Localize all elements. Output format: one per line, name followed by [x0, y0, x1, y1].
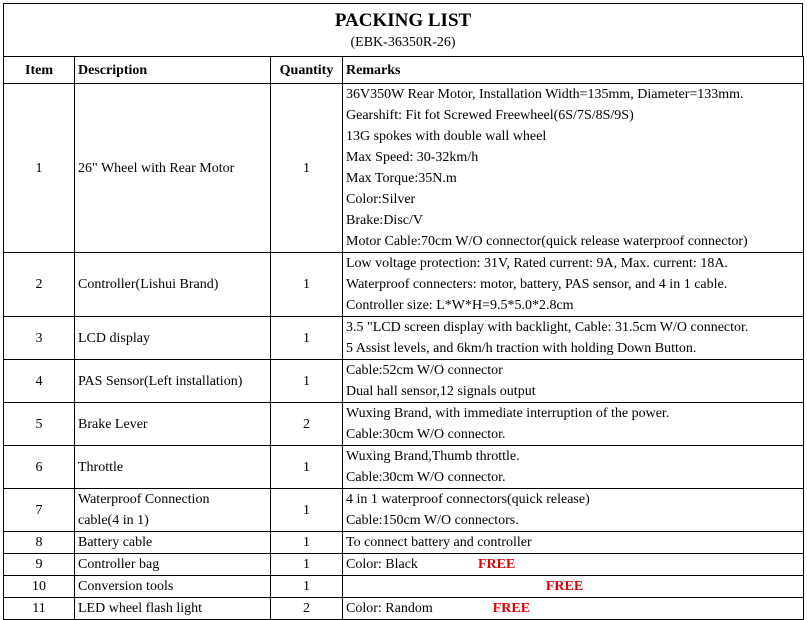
column-header-quantity: Quantity [271, 57, 343, 84]
item-remarks [343, 554, 804, 576]
item-number: 9 [4, 554, 75, 576]
item-description: LED wheel flash light [75, 598, 271, 620]
remark-line: Wuxing Brand, with immediate interruption of the power. [346, 406, 670, 421]
free-badge: FREE [492, 601, 531, 616]
remark-line: 3.5 "LCD screen display with backlight, Cable: 31.5cm W/O connector. [346, 320, 749, 335]
remark-line: To connect battery and controller [346, 535, 532, 550]
remark-line: 5 Assist levels, and 6km/h traction with holding Down Button. [346, 341, 697, 356]
free-badge: FREE [477, 557, 516, 572]
item-remarks [343, 403, 804, 446]
item-number: 5 [4, 403, 75, 446]
item-description: Controller bag [75, 554, 271, 576]
remark-line: Max Speed: 30-32km/h [346, 150, 479, 165]
table-row [4, 317, 804, 360]
table-row [4, 532, 804, 554]
item-number: 10 [4, 576, 75, 598]
remark-line: Max Torque:35N.m [346, 171, 457, 186]
item-remarks [343, 84, 804, 253]
remark-line: Brake:Disc/V [346, 213, 423, 228]
column-header-remarks: Remarks [343, 57, 804, 84]
remark-line: Cable:30cm W/O connector. [346, 427, 506, 442]
item-description: Brake Lever [75, 403, 271, 446]
remark-line: Color: Random [346, 601, 433, 616]
remark-line: Motor Cable:70cm W/O connector(quick release waterproof connector) [346, 234, 748, 249]
remark-line: Cable:150cm W/O connectors. [346, 513, 519, 528]
remark-line: Cable:52cm W/O connector [346, 363, 503, 378]
title-block [3, 3, 803, 56]
item-number: 8 [4, 532, 75, 554]
remark-line: Cable:30cm W/O connector. [346, 470, 506, 485]
item-quantity: 1 [271, 253, 343, 317]
item-description: Battery cable [75, 532, 271, 554]
item-quantity: 2 [271, 598, 343, 620]
item-remarks [343, 253, 804, 317]
remark-line: 13G spokes with double wall wheel [346, 129, 547, 144]
packing-table [3, 56, 804, 620]
item-quantity: 1 [271, 446, 343, 489]
item-description [75, 489, 271, 532]
item-quantity: 1 [271, 532, 343, 554]
item-remarks [343, 598, 804, 620]
item-number: 3 [4, 317, 75, 360]
remark-line: Gearshift: Fit fot Screwed Freewheel(6S/7S/8S/9S) [346, 108, 634, 123]
free-badge: FREE [545, 579, 584, 594]
item-number: 1 [4, 84, 75, 253]
item-quantity: 2 [271, 403, 343, 446]
item-remarks [343, 446, 804, 489]
table-header-row [4, 57, 804, 84]
table-row [4, 489, 804, 532]
item-quantity: 1 [271, 84, 343, 253]
table-row [4, 576, 804, 598]
remark-line: Dual hall sensor,12 signals output [346, 384, 536, 399]
item-description: Throttle [75, 446, 271, 489]
item-description: PAS Sensor(Left installation) [75, 360, 271, 403]
item-number: 2 [4, 253, 75, 317]
item-quantity: 1 [271, 554, 343, 576]
table-row [4, 360, 804, 403]
description-line: cable(4 in 1) [78, 513, 149, 528]
remark-line: Wuxing Brand,Thumb throttle. [346, 449, 520, 464]
item-quantity: 1 [271, 317, 343, 360]
item-number: 11 [4, 598, 75, 620]
table-row [4, 598, 804, 620]
table-row [4, 403, 804, 446]
column-header-description: Description [75, 57, 271, 84]
column-header-item: Item [4, 57, 75, 84]
remark-line: Color:Silver [346, 192, 416, 207]
item-remarks [343, 317, 804, 360]
remark-line: 36V350W Rear Motor, Installation Width=135mm, Diameter=133mm. [346, 87, 744, 102]
description-line: Waterproof Connection [78, 492, 210, 507]
item-description: LCD display [75, 317, 271, 360]
item-number: 7 [4, 489, 75, 532]
table-row [4, 84, 804, 253]
item-quantity: 1 [271, 360, 343, 403]
item-description: Conversion tools [75, 576, 271, 598]
item-number: 6 [4, 446, 75, 489]
table-row [4, 554, 804, 576]
page-title: PACKING LIST [334, 10, 472, 31]
model-number: (EBK-36350R-26) [350, 35, 456, 50]
item-remarks [343, 489, 804, 532]
item-description: 26" Wheel with Rear Motor [75, 84, 271, 253]
item-number: 4 [4, 360, 75, 403]
remark-line [346, 576, 803, 597]
item-quantity: 1 [271, 489, 343, 532]
item-remarks [343, 532, 804, 554]
remark-line: Waterproof connecters: motor, battery, PAS sensor, and 4 in 1 cable. [346, 277, 728, 292]
remark-line: Controller size: L*W*H=9.5*5.0*2.8cm [346, 298, 574, 313]
table-row [4, 253, 804, 317]
item-quantity: 1 [271, 576, 343, 598]
remark-line: 4 in 1 waterproof connectors(quick release) [346, 492, 590, 507]
item-remarks [343, 576, 804, 598]
remark-line: Low voltage protection: 31V, Rated current: 9A, Max. current: 18A. [346, 256, 728, 271]
remark-line: Color: Black [346, 557, 418, 572]
item-description: Controller(Lishui Brand) [75, 253, 271, 317]
table-row [4, 446, 804, 489]
item-remarks [343, 360, 804, 403]
